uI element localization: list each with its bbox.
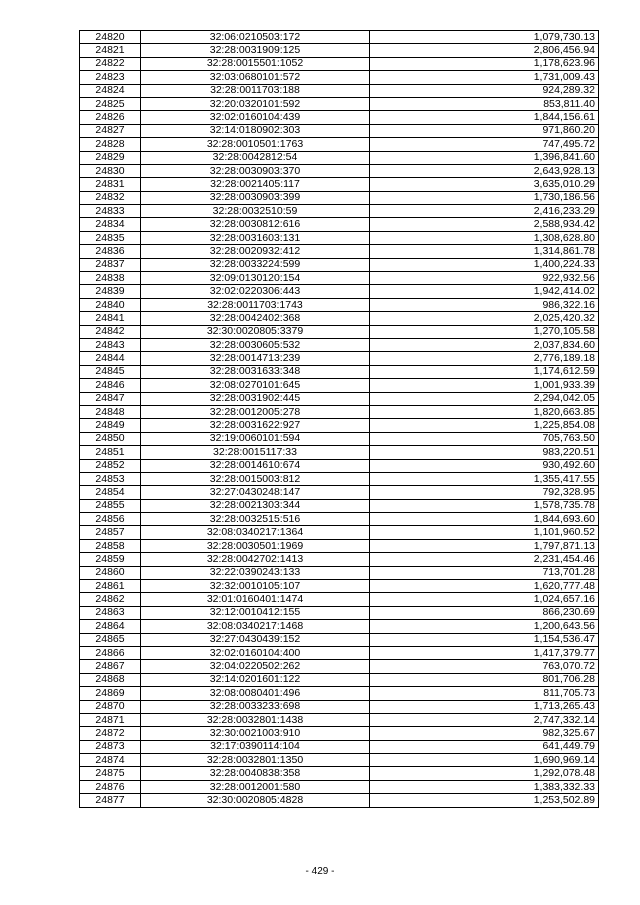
record-number-cell: 24832 <box>80 191 141 204</box>
record-number-cell: 24875 <box>80 767 141 780</box>
cadastral-number-cell: 32:28:0015003:812 <box>141 472 370 485</box>
cadastral-number-cell: 32:28:0011703:188 <box>141 84 370 97</box>
amount-cell: 792,328.95 <box>370 486 599 499</box>
cadastral-number-cell: 32:09:0130120:154 <box>141 272 370 285</box>
table-row <box>80 298 599 311</box>
cadastral-number-cell: 32:28:0011703:1743 <box>141 298 370 311</box>
amount-cell: 2,806,456.94 <box>370 44 599 57</box>
amount-cell: 853,811.40 <box>370 97 599 110</box>
cadastral-number-cell: 32:28:0030501:1969 <box>141 539 370 552</box>
cadastral-number-cell: 32:12:0010412:155 <box>141 606 370 619</box>
cadastral-number-cell: 32:08:0340217:1468 <box>141 620 370 633</box>
cadastral-number-cell: 32:08:0340217:1364 <box>141 526 370 539</box>
table-row <box>80 526 599 539</box>
record-number-cell: 24853 <box>80 472 141 485</box>
amount-cell: 1,620,777.48 <box>370 580 599 593</box>
amount-cell: 986,322.16 <box>370 298 599 311</box>
amount-cell: 1,001,933.39 <box>370 379 599 392</box>
cadastral-number-cell: 32:08:0080401:496 <box>141 687 370 700</box>
cadastral-number-cell: 32:28:0031622:927 <box>141 419 370 432</box>
table-row <box>80 138 599 151</box>
amount-cell: 1,101,960.52 <box>370 526 599 539</box>
record-number-cell: 24869 <box>80 687 141 700</box>
amount-cell: 1,690,969.14 <box>370 754 599 767</box>
table-row <box>80 218 599 231</box>
table-row <box>80 419 599 432</box>
table-row <box>80 446 599 459</box>
amount-cell: 3,635,010.29 <box>370 178 599 191</box>
amount-cell: 2,416,233.29 <box>370 205 599 218</box>
record-number-cell: 24860 <box>80 566 141 579</box>
cadastral-number-cell: 32:28:0031909:125 <box>141 44 370 57</box>
table-row <box>80 97 599 110</box>
table-row <box>80 44 599 57</box>
amount-cell: 763,070.72 <box>370 660 599 673</box>
cadastral-number-cell: 32:30:0020805:4828 <box>141 794 370 807</box>
amount-cell: 2,776,189.18 <box>370 352 599 365</box>
amount-cell: 1,200,643.56 <box>370 620 599 633</box>
record-number-cell: 24828 <box>80 138 141 151</box>
table-row <box>80 272 599 285</box>
cadastral-number-cell: 32:28:0042702:1413 <box>141 553 370 566</box>
cadastral-number-cell: 32:27:0430248:147 <box>141 486 370 499</box>
amount-cell: 1,942,414.02 <box>370 285 599 298</box>
table-row <box>80 593 599 606</box>
table-row <box>80 71 599 84</box>
amount-cell: 2,588,934.42 <box>370 218 599 231</box>
table-row <box>80 539 599 552</box>
cadastral-number-cell: 32:28:0014713:239 <box>141 352 370 365</box>
amount-cell: 1,844,693.60 <box>370 513 599 526</box>
amount-cell: 713,701.28 <box>370 566 599 579</box>
cadastral-number-cell: 32:28:0021405:117 <box>141 178 370 191</box>
record-number-cell: 24856 <box>80 513 141 526</box>
record-number-cell: 24861 <box>80 580 141 593</box>
table-row <box>80 84 599 97</box>
table-row <box>80 620 599 633</box>
records-table-body <box>80 31 599 808</box>
cadastral-number-cell: 32:28:0012001:580 <box>141 780 370 793</box>
table-row <box>80 646 599 659</box>
amount-cell: 1,314,861.78 <box>370 245 599 258</box>
table-row <box>80 673 599 686</box>
cadastral-number-cell: 32:28:0015117:33 <box>141 446 370 459</box>
amount-cell: 811,705.73 <box>370 687 599 700</box>
amount-cell: 1,396,841.60 <box>370 151 599 164</box>
record-number-cell: 24834 <box>80 218 141 231</box>
cadastral-number-cell: 32:28:0032801:1438 <box>141 713 370 726</box>
table-row <box>80 660 599 673</box>
record-number-cell: 24866 <box>80 646 141 659</box>
record-number-cell: 24849 <box>80 419 141 432</box>
cadastral-number-cell: 32:20:0320101:592 <box>141 97 370 110</box>
record-number-cell: 24840 <box>80 298 141 311</box>
record-number-cell: 24831 <box>80 178 141 191</box>
table-row <box>80 178 599 191</box>
amount-cell: 1,178,623.96 <box>370 57 599 70</box>
table-row <box>80 727 599 740</box>
amount-cell: 1,713,265.43 <box>370 700 599 713</box>
amount-cell: 983,220.51 <box>370 446 599 459</box>
amount-cell: 924,289.32 <box>370 84 599 97</box>
record-number-cell: 24873 <box>80 740 141 753</box>
record-number-cell: 24837 <box>80 258 141 271</box>
amount-cell: 1,270,105.58 <box>370 325 599 338</box>
table-row <box>80 151 599 164</box>
cadastral-number-cell: 32:28:0033233:698 <box>141 700 370 713</box>
record-number-cell: 24855 <box>80 499 141 512</box>
table-row <box>80 285 599 298</box>
amount-cell: 801,706.28 <box>370 673 599 686</box>
amount-cell: 747,495.72 <box>370 138 599 151</box>
cadastral-number-cell: 32:02:0220306:443 <box>141 285 370 298</box>
table-row <box>80 499 599 512</box>
amount-cell: 2,025,420.32 <box>370 312 599 325</box>
amount-cell: 1,355,417.55 <box>370 472 599 485</box>
amount-cell: 1,308,628.80 <box>370 231 599 244</box>
record-number-cell: 24852 <box>80 459 141 472</box>
table-row <box>80 486 599 499</box>
table-row <box>80 164 599 177</box>
table-row <box>80 432 599 445</box>
table-row <box>80 191 599 204</box>
table-row <box>80 687 599 700</box>
cadastral-number-cell: 32:14:0180902:303 <box>141 124 370 137</box>
record-number-cell: 24863 <box>80 606 141 619</box>
record-number-cell: 24842 <box>80 325 141 338</box>
cadastral-number-cell: 32:28:0042402:368 <box>141 312 370 325</box>
amount-cell: 971,860.20 <box>370 124 599 137</box>
cadastral-number-cell: 32:06:0210503:172 <box>141 31 370 44</box>
amount-cell: 1,154,536.47 <box>370 633 599 646</box>
amount-cell: 1,079,730.13 <box>370 31 599 44</box>
cadastral-number-cell: 32:27:0430439:152 <box>141 633 370 646</box>
cadastral-number-cell: 32:30:0021003:910 <box>141 727 370 740</box>
amount-cell: 1,820,663.85 <box>370 405 599 418</box>
record-number-cell: 24854 <box>80 486 141 499</box>
record-number-cell: 24857 <box>80 526 141 539</box>
table-row <box>80 513 599 526</box>
table-row <box>80 312 599 325</box>
table-row <box>80 258 599 271</box>
amount-cell: 1,383,332.33 <box>370 780 599 793</box>
amount-cell: 922,932.56 <box>370 272 599 285</box>
table-row <box>80 754 599 767</box>
table-row <box>80 231 599 244</box>
record-number-cell: 24823 <box>80 71 141 84</box>
table-row <box>80 767 599 780</box>
amount-cell: 930,492.60 <box>370 459 599 472</box>
table-row <box>80 472 599 485</box>
cadastral-number-cell: 32:03:0680101:572 <box>141 71 370 84</box>
amount-cell: 1,024,657.16 <box>370 593 599 606</box>
table-row <box>80 566 599 579</box>
cadastral-number-cell: 32:28:0030903:399 <box>141 191 370 204</box>
cadastral-number-cell: 32:28:0032515:516 <box>141 513 370 526</box>
record-number-cell: 24844 <box>80 352 141 365</box>
amount-cell: 2,643,928.13 <box>370 164 599 177</box>
table-row <box>80 365 599 378</box>
table-row <box>80 31 599 44</box>
amount-cell: 705,763.50 <box>370 432 599 445</box>
record-number-cell: 24851 <box>80 446 141 459</box>
cadastral-number-cell: 32:28:0020932:412 <box>141 245 370 258</box>
amount-cell: 866,230.69 <box>370 606 599 619</box>
record-number-cell: 24867 <box>80 660 141 673</box>
amount-cell: 1,292,078.48 <box>370 767 599 780</box>
cadastral-number-cell: 32:28:0030812:616 <box>141 218 370 231</box>
record-number-cell: 24826 <box>80 111 141 124</box>
record-number-cell: 24868 <box>80 673 141 686</box>
record-number-cell: 24838 <box>80 272 141 285</box>
amount-cell: 1,174,612.59 <box>370 365 599 378</box>
record-number-cell: 24864 <box>80 620 141 633</box>
cadastral-number-cell: 32:28:0030605:532 <box>141 338 370 351</box>
table-row <box>80 713 599 726</box>
record-number-cell: 24839 <box>80 285 141 298</box>
record-number-cell: 24846 <box>80 379 141 392</box>
table-row <box>80 325 599 338</box>
cadastral-number-cell: 32:17:0390114:104 <box>141 740 370 753</box>
table-row <box>80 700 599 713</box>
table-row <box>80 57 599 70</box>
record-number-cell: 24841 <box>80 312 141 325</box>
table-row <box>80 405 599 418</box>
amount-cell: 641,449.79 <box>370 740 599 753</box>
record-number-cell: 24836 <box>80 245 141 258</box>
table-row <box>80 606 599 619</box>
record-number-cell: 24876 <box>80 780 141 793</box>
cadastral-number-cell: 32:28:0031603:131 <box>141 231 370 244</box>
cadastral-number-cell: 32:28:0014610:674 <box>141 459 370 472</box>
table-row <box>80 205 599 218</box>
record-number-cell: 24871 <box>80 713 141 726</box>
record-number-cell: 24859 <box>80 553 141 566</box>
record-number-cell: 24858 <box>80 539 141 552</box>
records-table <box>79 30 599 808</box>
table-row <box>80 780 599 793</box>
record-number-cell: 24833 <box>80 205 141 218</box>
cadastral-number-cell: 32:08:0270101:645 <box>141 379 370 392</box>
amount-cell: 1,225,854.08 <box>370 419 599 432</box>
record-number-cell: 24862 <box>80 593 141 606</box>
table-row <box>80 352 599 365</box>
cadastral-number-cell: 32:02:0160104:400 <box>141 646 370 659</box>
amount-cell: 2,037,834.60 <box>370 338 599 351</box>
table-row <box>80 740 599 753</box>
cadastral-number-cell: 32:28:0030903:370 <box>141 164 370 177</box>
cadastral-number-cell: 32:28:0033224:599 <box>141 258 370 271</box>
record-number-cell: 24835 <box>80 231 141 244</box>
record-number-cell: 24847 <box>80 392 141 405</box>
amount-cell: 1,730,186.56 <box>370 191 599 204</box>
cadastral-number-cell: 32:28:0031633:348 <box>141 365 370 378</box>
record-number-cell: 24848 <box>80 405 141 418</box>
table-row <box>80 794 599 807</box>
record-number-cell: 24865 <box>80 633 141 646</box>
table-row <box>80 553 599 566</box>
cadastral-number-cell: 32:28:0021303:344 <box>141 499 370 512</box>
record-number-cell: 24872 <box>80 727 141 740</box>
cadastral-number-cell: 32:28:0012005:278 <box>141 405 370 418</box>
record-number-cell: 24829 <box>80 151 141 164</box>
cadastral-number-cell: 32:28:0040838:358 <box>141 767 370 780</box>
table-row <box>80 580 599 593</box>
table-row <box>80 245 599 258</box>
record-number-cell: 24827 <box>80 124 141 137</box>
amount-cell: 2,231,454.46 <box>370 553 599 566</box>
record-number-cell: 24821 <box>80 44 141 57</box>
record-number-cell: 24874 <box>80 754 141 767</box>
table-row <box>80 111 599 124</box>
cadastral-number-cell: 32:28:0010501:1763 <box>141 138 370 151</box>
table-row <box>80 633 599 646</box>
cadastral-number-cell: 32:14:0201601:122 <box>141 673 370 686</box>
cadastral-number-cell: 32:28:0042812:54 <box>141 151 370 164</box>
amount-cell: 2,294,042.05 <box>370 392 599 405</box>
cadastral-number-cell: 32:19:0060101:594 <box>141 432 370 445</box>
cadastral-number-cell: 32:28:0032801:1350 <box>141 754 370 767</box>
record-number-cell: 24825 <box>80 97 141 110</box>
table-row <box>80 379 599 392</box>
amount-cell: 1,731,009.43 <box>370 71 599 84</box>
page-number: - 429 - <box>305 866 335 877</box>
record-number-cell: 24830 <box>80 164 141 177</box>
record-number-cell: 24820 <box>80 31 141 44</box>
amount-cell: 1,417,379.77 <box>370 646 599 659</box>
table-row <box>80 124 599 137</box>
amount-cell: 1,844,156.61 <box>370 111 599 124</box>
amount-cell: 1,797,871.13 <box>370 539 599 552</box>
amount-cell: 982,325.67 <box>370 727 599 740</box>
amount-cell: 2,747,332.14 <box>370 713 599 726</box>
record-number-cell: 24870 <box>80 700 141 713</box>
table-row <box>80 459 599 472</box>
record-number-cell: 24843 <box>80 338 141 351</box>
amount-cell: 1,253,502.89 <box>370 794 599 807</box>
amount-cell: 1,400,224.33 <box>370 258 599 271</box>
record-number-cell: 24822 <box>80 57 141 70</box>
table-row <box>80 392 599 405</box>
record-number-cell: 24845 <box>80 365 141 378</box>
cadastral-number-cell: 32:02:0160104:439 <box>141 111 370 124</box>
cadastral-number-cell: 32:01:0160401:1474 <box>141 593 370 606</box>
cadastral-number-cell: 32:28:0032510:59 <box>141 205 370 218</box>
record-number-cell: 24877 <box>80 794 141 807</box>
cadastral-number-cell: 32:28:0031902:445 <box>141 392 370 405</box>
record-number-cell: 24824 <box>80 84 141 97</box>
amount-cell: 1,578,735.78 <box>370 499 599 512</box>
table-row <box>80 338 599 351</box>
cadastral-number-cell: 32:22:0390243:133 <box>141 566 370 579</box>
cadastral-number-cell: 32:28:0015501:1052 <box>141 57 370 70</box>
cadastral-number-cell: 32:30:0020805:3379 <box>141 325 370 338</box>
record-number-cell: 24850 <box>80 432 141 445</box>
cadastral-number-cell: 32:04:0220502:262 <box>141 660 370 673</box>
cadastral-number-cell: 32:32:0010105:107 <box>141 580 370 593</box>
